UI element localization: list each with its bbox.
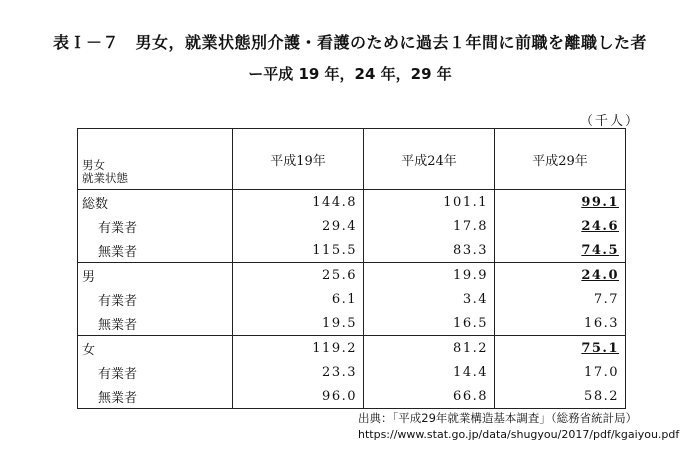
corner-header-line2: 就業状態 — [82, 171, 128, 185]
cell-value: 119.2 — [233, 336, 364, 361]
cell-value: 14.4 — [364, 360, 495, 384]
table-row — [78, 360, 626, 384]
column-header-h24: 平成24年 — [364, 129, 495, 190]
row-label: 無業者 — [78, 384, 233, 409]
cell-value: 16.5 — [364, 311, 495, 336]
cell-value: 16.3 — [495, 311, 626, 336]
cell-value: 144.8 — [233, 190, 364, 215]
corner-header — [78, 129, 233, 190]
cell-value: 7.7 — [495, 287, 626, 311]
corner-header-line1: 男女 — [82, 158, 105, 172]
column-header-h19: 平成19年 — [233, 129, 364, 190]
cell-value: 101.1 — [364, 190, 495, 215]
statistics-table — [77, 128, 626, 409]
cell-value: 25.6 — [233, 263, 364, 288]
cell-value: 6.1 — [233, 287, 364, 311]
table-row — [78, 287, 626, 311]
cell-value: 115.5 — [233, 238, 364, 263]
column-header-h29: 平成29年 — [495, 129, 626, 190]
cell-value: 83.3 — [364, 238, 495, 263]
table-row — [78, 311, 626, 336]
table-header-row — [78, 129, 626, 190]
row-label: 男 — [78, 263, 233, 288]
row-label: 有業者 — [78, 360, 233, 384]
table-subtitle: ー平成 19 年，24 年，29 年 — [248, 65, 452, 83]
row-label: 無業者 — [78, 238, 233, 263]
cell-value: 81.2 — [364, 336, 495, 361]
table-row — [78, 238, 626, 263]
table-row-female — [78, 336, 626, 361]
cell-value: 66.8 — [364, 384, 495, 409]
cell-value-highlight: 99.1 — [495, 190, 626, 215]
cell-value: 19.9 — [364, 263, 495, 288]
cell-value: 96.0 — [233, 384, 364, 409]
cell-value-highlight: 75.1 — [495, 336, 626, 361]
table-row — [78, 384, 626, 409]
row-label: 無業者 — [78, 311, 233, 336]
table-row-total — [78, 190, 626, 215]
cell-value-highlight: 74.5 — [495, 238, 626, 263]
cell-value: 58.2 — [495, 384, 626, 409]
cell-value: 23.3 — [233, 360, 364, 384]
cell-value: 29.4 — [233, 214, 364, 238]
unit-label: （千人） — [579, 114, 640, 129]
cell-value-highlight: 24.0 — [495, 263, 626, 288]
table-row-male — [78, 263, 626, 288]
row-label: 総数 — [78, 190, 233, 215]
cell-value: 17.8 — [364, 214, 495, 238]
table-title: 表Ｉ－７ 男女，就業状態別介護・看護のために過去１年間に前職を離職した者 — [52, 33, 647, 52]
row-label: 有業者 — [78, 214, 233, 238]
cell-value-highlight: 24.6 — [495, 214, 626, 238]
cell-value: 19.5 — [233, 311, 364, 336]
source-citation: 出典：｢平成29年就業構造基本調査｣（総務省統計局） — [358, 411, 638, 425]
row-label: 有業者 — [78, 287, 233, 311]
table-row — [78, 214, 626, 238]
cell-value: 3.4 — [364, 287, 495, 311]
source-url[interactable]: https://www.stat.go.jp/data/shugyou/2017/pdf/kgaiyou.pdf — [358, 428, 680, 441]
cell-value: 17.0 — [495, 360, 626, 384]
row-label: 女 — [78, 336, 233, 361]
